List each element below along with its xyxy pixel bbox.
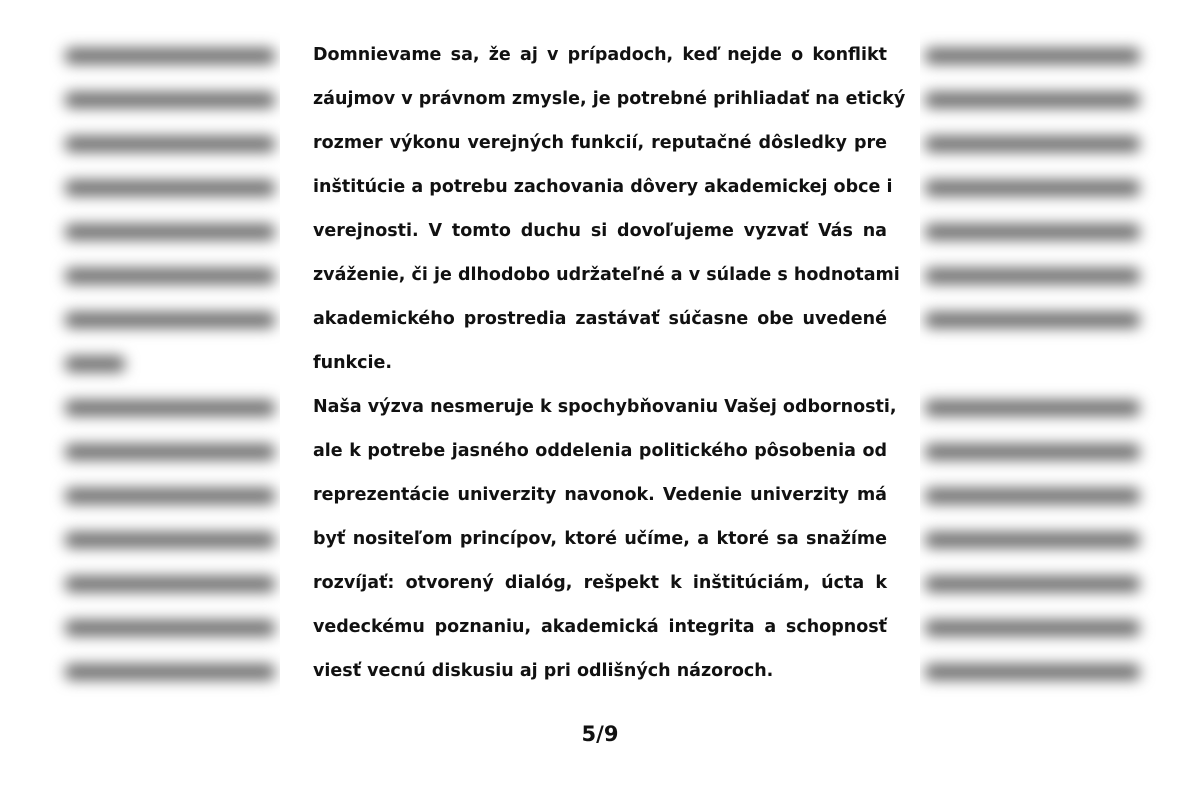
text-line-content: funkcie. <box>313 353 393 373</box>
text-line <box>313 82 906 126</box>
blurred-line <box>65 488 275 504</box>
blurred-line <box>925 488 1140 504</box>
text-line-content: rozmer výkonu verejných funkcií, reputačné dôsledky pre <box>313 133 887 153</box>
text-line-content: ale k potrebe jasného oddelenia politického pôsobenia od <box>313 441 887 461</box>
blurred-line <box>65 92 275 108</box>
text-line <box>313 390 897 434</box>
text-line-content: Naša výzva nesmeruje k spochybňovaniu Vašej odbornosti, <box>313 397 897 417</box>
text-line <box>313 610 887 654</box>
text-line <box>313 522 887 566</box>
text-line <box>313 38 887 82</box>
page-indicator: 5/9 <box>581 722 619 746</box>
blurred-line <box>65 576 275 592</box>
text-line <box>313 214 887 258</box>
blurred-line <box>925 576 1140 592</box>
blurred-line <box>925 180 1140 196</box>
blurred-line <box>65 532 275 548</box>
blurred-line <box>925 664 1140 680</box>
text-line <box>313 566 887 610</box>
text-line-content: akademického prostredia zastávať súčasne obe uvedené <box>313 309 887 329</box>
blurred-line <box>925 312 1140 328</box>
blurred-line <box>925 48 1140 64</box>
blurred-line <box>65 268 275 284</box>
text-line <box>313 126 887 170</box>
text-line-content: vedeckému poznaniu, akademická integrita a schopnosť <box>313 617 887 637</box>
text-line-content: Domnievame sa, že aj v prípadoch, keď nejde o konflikt <box>313 45 887 65</box>
text-line-content: reprezentácie univerzity navonok. Vedenie univerzity má <box>313 485 887 505</box>
text-line <box>313 346 887 390</box>
text-line <box>313 434 887 478</box>
blurred-line <box>65 312 275 328</box>
blurred-line <box>65 180 275 196</box>
blurred-line <box>925 444 1140 460</box>
blurred-line <box>925 224 1140 240</box>
blurred-line <box>65 620 275 636</box>
text-line-content: zváženie, či je dlhodobo udržateľné a v súlade s hodnotami <box>313 265 900 285</box>
text-line-content: byť nositeľom princípov, ktoré učíme, a ktoré sa snažíme <box>313 529 887 549</box>
text-line-content: verejnosti. V tomto duchu si dovoľujeme vyzvať Vás na <box>313 221 887 241</box>
document-body <box>313 38 906 698</box>
blurred-line <box>925 532 1140 548</box>
text-line-content: inštitúcie a potrebu zachovania dôvery akademickej obce i <box>313 177 893 197</box>
text-line-content: viesť vecnú diskusiu aj pri odlišných názoroch. <box>313 661 774 681</box>
blurred-line <box>65 356 125 372</box>
blurred-line <box>925 92 1140 108</box>
text-line-content: záujmov v právnom zmysle, je potrebné prihliadať na etický <box>313 89 906 109</box>
blurred-line <box>925 268 1140 284</box>
blurred-line <box>65 224 275 240</box>
blurred-line <box>65 664 275 680</box>
text-line <box>313 654 887 698</box>
blurred-line <box>65 400 275 416</box>
blurred-line <box>925 400 1140 416</box>
text-line <box>313 170 893 214</box>
text-line <box>313 302 887 346</box>
blurred-line <box>65 48 275 64</box>
blurred-line <box>925 136 1140 152</box>
text-line <box>313 258 900 302</box>
text-line-content: rozvíjať: otvorený dialóg, rešpekt k inštitúciám, úcta k <box>313 573 887 593</box>
blurred-line <box>925 620 1140 636</box>
blurred-line <box>65 136 275 152</box>
blurred-line <box>65 444 275 460</box>
text-line <box>313 478 887 522</box>
